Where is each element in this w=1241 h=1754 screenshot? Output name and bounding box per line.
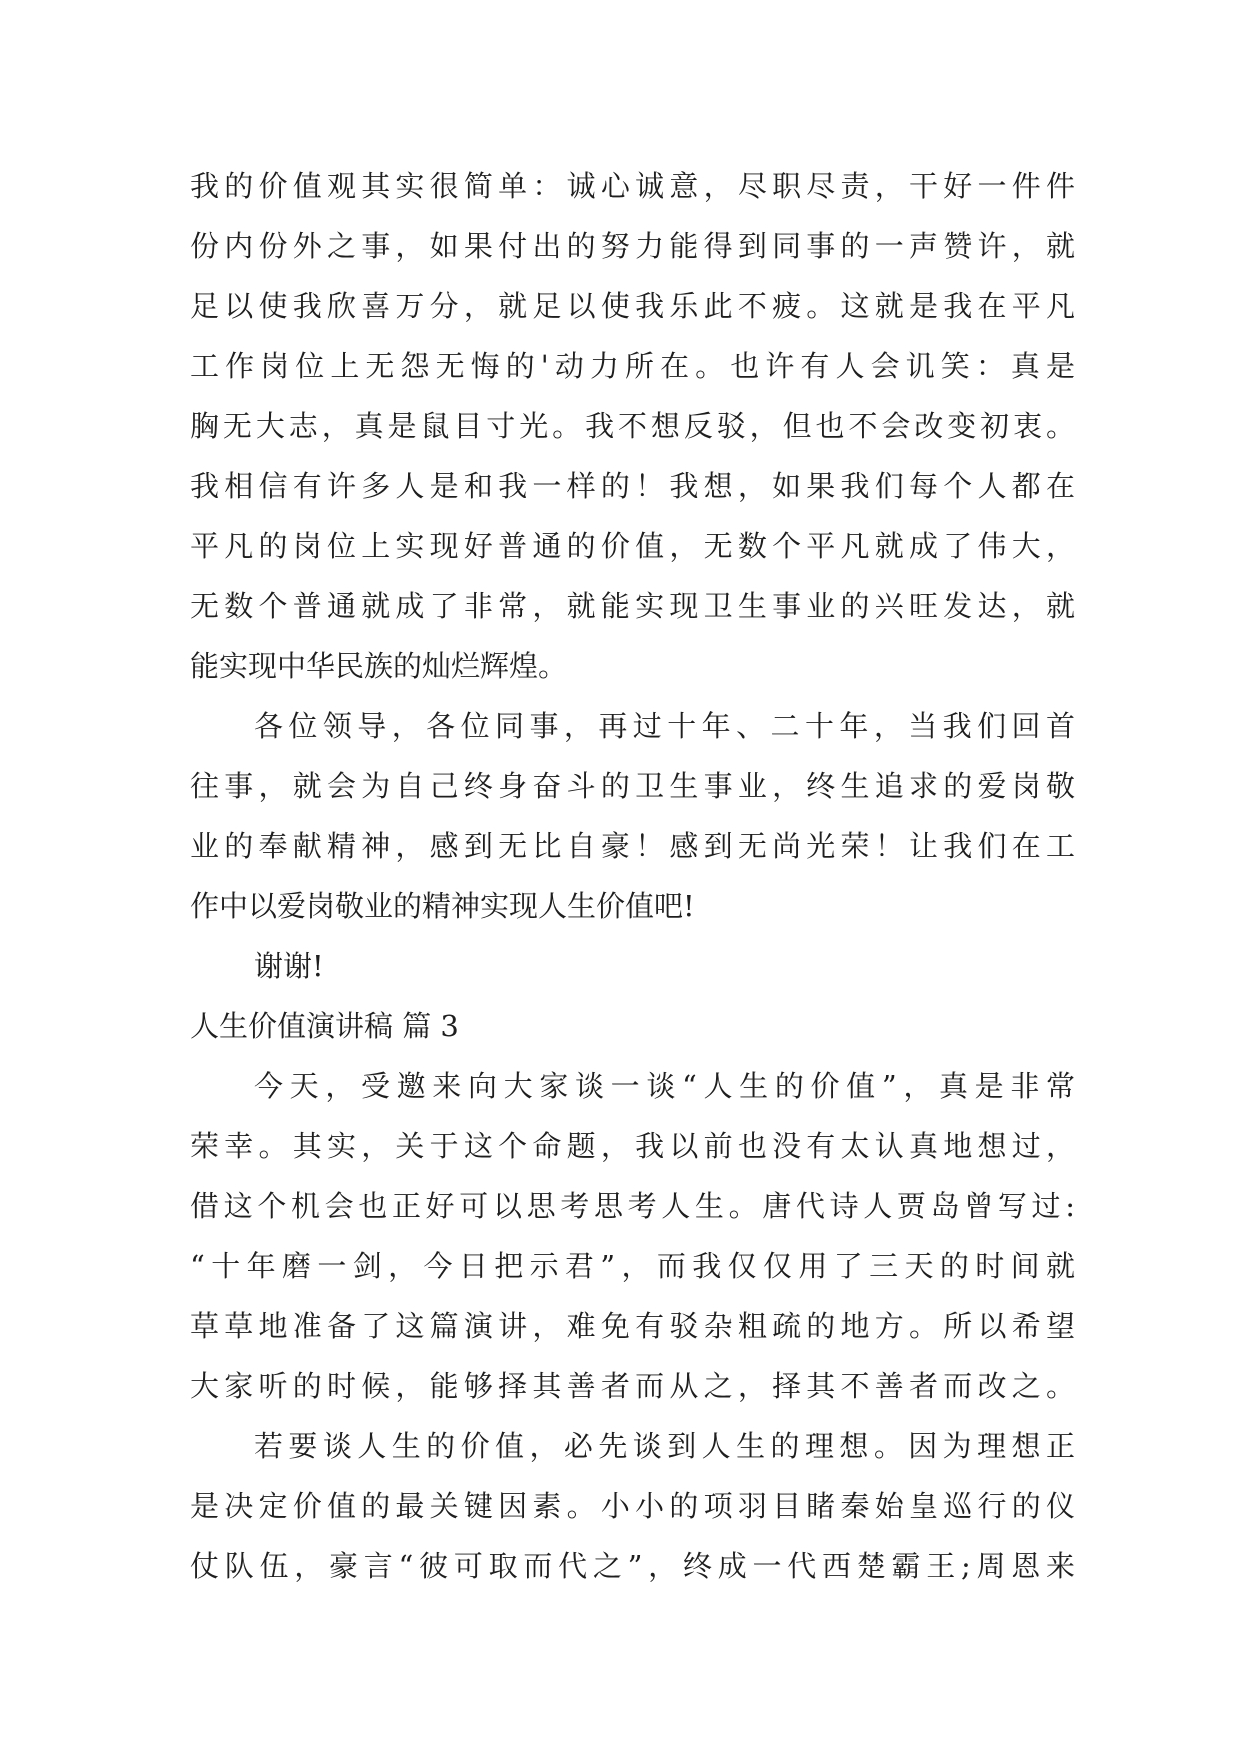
- text-line: 无数个普通就成了非常，就能实现卫生事业的兴旺发达，就: [190, 589, 1075, 623]
- text-line: 若要谈人生的价值，必先谈到人生的理想。因为理想正: [254, 1429, 1075, 1463]
- text-line: 能实现中华民族的灿烂辉煌。: [190, 649, 568, 683]
- text-line: 作中以爱岗敬业的精神实现人生价值吧!: [190, 889, 695, 923]
- text-line: 胸无大志，真是鼠目寸光。我不想反驳，但也不会改变初衷。: [190, 409, 1075, 443]
- text-line: 平凡的岗位上实现好普通的价值，无数个平凡就成了伟大，: [190, 529, 1075, 563]
- text-line: 谢谢!: [254, 949, 324, 983]
- text-line: “十年磨一剑，今日把示君”，而我仅仅用了三天的时间就: [190, 1249, 1075, 1283]
- section-heading: 人生价值演讲稿 篇 3: [190, 1009, 459, 1043]
- text-line: 借这个机会也正好可以思考思考人生。唐代诗人贾岛曾写过:: [190, 1189, 1075, 1223]
- text-line: 工作岗位上无怨无悔的'动力所在。也许有人会讥笑：真是: [190, 349, 1075, 383]
- text-line: 业的奉献精神，感到无比自豪！感到无尚光荣！让我们在工: [190, 829, 1075, 863]
- text-line: 各位领导，各位同事，再过十年、二十年，当我们回首: [254, 709, 1075, 743]
- document-body: [190, 156, 1075, 1596]
- text-line: 大家听的时候，能够择其善者而从之，择其不善者而改之。: [190, 1369, 1075, 1403]
- text-line: 往事，就会为自己终身奋斗的卫生事业，终生追求的爱岗敬: [190, 769, 1075, 803]
- text-line: 荣幸。其实，关于这个命题，我以前也没有太认真地想过，: [190, 1129, 1075, 1163]
- text-line: 草草地准备了这篇演讲，难免有驳杂粗疏的地方。所以希望: [190, 1309, 1075, 1343]
- text-line: 今天，受邀来向大家谈一谈“人生的价值”，真是非常: [254, 1069, 1075, 1103]
- text-line: 足以使我欣喜万分，就足以使我乐此不疲。这就是我在平凡: [190, 289, 1075, 323]
- text-line: 是决定价值的最关键因素。小小的项羽目睹秦始皇巡行的仪: [190, 1489, 1075, 1523]
- text-line: 我相信有许多人是和我一样的！我想，如果我们每个人都在: [190, 469, 1075, 503]
- text-line: 份内份外之事，如果付出的努力能得到同事的一声赞许，就: [190, 229, 1075, 263]
- text-line: 仗队伍，豪言“彼可取而代之”，终成一代西楚霸王;周恩来: [190, 1549, 1075, 1583]
- text-line: 我的价值观其实很简单：诚心诚意，尽职尽责，干好一件件: [190, 169, 1075, 203]
